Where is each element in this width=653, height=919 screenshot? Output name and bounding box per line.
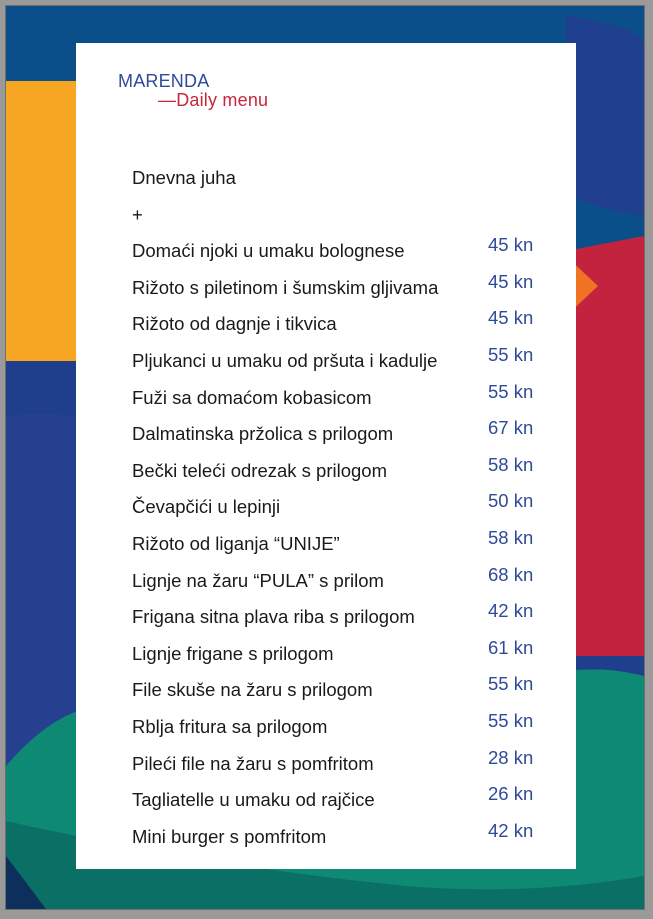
menu-item-price: 45 kn <box>488 270 534 292</box>
menu-item-price: 26 kn <box>488 783 534 805</box>
menu-item-price: 68 kn <box>488 563 534 585</box>
menu-list <box>132 159 552 854</box>
menu-item-price: 61 kn <box>488 636 534 658</box>
menu-item-name: Dnevna juha <box>132 167 236 188</box>
menu-item-name: Rižoto od liganja “UNIJE” <box>132 532 340 554</box>
menu-item <box>132 159 552 196</box>
brand-subtitle: —Daily menu <box>158 90 269 110</box>
menu-item-name: File skuše na žaru s prilogom <box>132 679 373 701</box>
menu-item-name: Dalmatinska pržolica s prilogom <box>132 423 394 445</box>
menu-item-price: 45 kn <box>488 307 534 329</box>
menu-item <box>132 305 552 342</box>
menu-item-price: 28 kn <box>488 746 534 768</box>
menu-item-price: 42 kn <box>488 600 534 622</box>
menu-item-name: Pileći file na žaru s pomfritom <box>132 752 374 774</box>
menu-item <box>132 745 552 782</box>
menu-item <box>132 635 552 672</box>
menu-item-name: Rižoto s piletinom i šumskim gljivama <box>132 276 439 298</box>
menu-item-price: 50 kn <box>488 490 534 512</box>
brand-name: MARENDA <box>118 71 210 91</box>
menu-item-name: Mini burger s pomfritom <box>132 825 327 847</box>
menu-item-price: 55 kn <box>488 709 534 731</box>
menu-item-name: Domaći njoki u umaku bolognese <box>132 240 405 262</box>
menu-item-price: 58 kn <box>488 453 534 475</box>
menu-item-name: Čevapčići u lepinji <box>132 496 281 518</box>
menu-item-name: + <box>132 203 143 225</box>
menu-item <box>132 196 552 233</box>
menu-item-name: Pljukanci u umaku od pršuta i kadulje <box>132 349 438 371</box>
menu-item-price: 58 kn <box>488 526 534 548</box>
menu-item <box>132 562 552 599</box>
menu-item-price: 55 kn <box>488 380 534 402</box>
menu-item-price: 55 kn <box>488 343 534 365</box>
canvas-frame <box>5 5 645 910</box>
menu-item-name: Frigana sitna plava riba s prilogom <box>132 606 415 628</box>
menu-item <box>132 488 552 525</box>
menu-item <box>132 415 552 452</box>
menu-item <box>132 818 552 855</box>
menu-item <box>132 525 552 562</box>
menu-item <box>132 781 552 818</box>
menu-item-name: Lignje na žaru “PULA” s prilom <box>132 569 384 591</box>
menu-item <box>132 708 552 745</box>
menu-item <box>132 269 552 306</box>
menu-item-name: Rblja fritura sa prilogom <box>132 715 328 737</box>
menu-page <box>76 43 576 869</box>
menu-item-name: Fuži sa domaćom kobasicom <box>132 386 372 408</box>
menu-item-price: 45 kn <box>488 234 534 256</box>
menu-item-name: Lignje frigane s prilogom <box>132 642 334 664</box>
menu-item <box>132 342 552 379</box>
menu-item-name: Bečki teleći odrezak s prilogom <box>132 459 387 481</box>
menu-item-price: 55 kn <box>488 673 534 695</box>
menu-item <box>132 379 552 416</box>
menu-item-price: 67 kn <box>488 417 534 439</box>
menu-item-price: 42 kn <box>488 819 534 841</box>
menu-item <box>132 598 552 635</box>
menu-item-name: Tagliatelle u umaku od rajčice <box>132 789 375 811</box>
menu-item <box>132 232 552 269</box>
menu-item-name: Rižoto od dagnje i tikvica <box>132 313 337 335</box>
menu-item <box>132 671 552 708</box>
menu-item <box>132 452 552 489</box>
brand-header <box>118 71 268 111</box>
